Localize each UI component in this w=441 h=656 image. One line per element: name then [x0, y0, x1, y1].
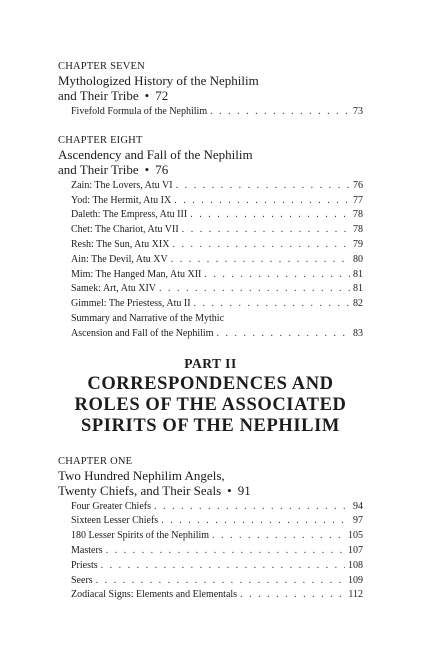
entry-list — [58, 105, 363, 120]
entry-label: Zain: The Lovers, Atu VI — [71, 179, 173, 191]
toc-entry[interactable] — [58, 105, 363, 120]
toc-entry[interactable] — [58, 297, 363, 312]
toc-entry[interactable] — [58, 253, 363, 268]
entry-page: 78 — [353, 224, 363, 236]
leader-dots — [194, 297, 350, 312]
leader-dots — [159, 282, 350, 297]
part-two-heading — [58, 356, 363, 437]
entry-page: 76 — [353, 179, 363, 191]
part-title-line2: ROLES OF THE ASSOCIATED — [74, 394, 347, 415]
leader-dots — [240, 588, 345, 603]
chapter-page: 91 — [237, 482, 251, 498]
entry-label: Yod: The Hermit, Atu IX — [71, 194, 172, 206]
toc-entry[interactable] — [58, 194, 363, 209]
entry-page: 97 — [353, 515, 363, 527]
entry-page: 82 — [353, 298, 363, 310]
chapter-title-line1: Ascendency and Fall of the Nephilim — [58, 146, 253, 162]
entry-label: Priests — [71, 559, 98, 571]
entry-label: 180 Lesser Spirits of the Nephilim — [71, 530, 210, 542]
toc-entry-summary[interactable] — [58, 327, 363, 342]
toc-entry[interactable] — [58, 574, 363, 589]
entry-label: Sixteen Lesser Chiefs — [71, 515, 159, 527]
part-title-line1: CORRESPONDENCES AND — [87, 373, 334, 394]
toc-entry[interactable] — [58, 208, 363, 223]
chapter-title-line2: and Their Tribe — [58, 88, 139, 103]
entry-page: 94 — [353, 500, 363, 512]
leader-dots — [154, 500, 350, 515]
chapter-title — [58, 147, 363, 177]
entry-label: Ascension and Fall of the Nephilim — [71, 327, 214, 339]
leader-dots — [171, 253, 350, 268]
bullet: • — [227, 482, 232, 498]
chapter-one — [58, 455, 363, 604]
toc-entry[interactable] — [58, 179, 363, 194]
leader-dots — [172, 238, 350, 253]
entry-label: Zodiacal Signs: Elements and Elementals — [71, 589, 238, 601]
leader-dots — [216, 327, 350, 342]
part-title — [58, 374, 363, 437]
toc-entry[interactable] — [58, 588, 363, 603]
chapter-title-line1: Mythologized History of the Nephilim — [58, 73, 259, 88]
leader-dots — [176, 179, 350, 194]
entry-label: Gimmel: The Priestess, Atu II — [71, 298, 191, 310]
chapter-label: CHAPTER EIGHT — [58, 134, 143, 146]
entry-label: Seers — [71, 574, 93, 586]
entry-label: Samek: Art, Atu XIV — [71, 283, 156, 295]
leader-dots — [210, 105, 350, 120]
entry-page: 77 — [353, 194, 363, 206]
chapter-page: 72 — [155, 88, 169, 103]
entry-page: 81 — [353, 283, 363, 295]
toc-entry[interactable] — [58, 238, 363, 253]
toc-entry[interactable] — [58, 544, 363, 559]
toc-entry[interactable] — [58, 282, 363, 297]
entry-label: Resh: The Sun, Atu XIX — [71, 238, 170, 250]
entry-page: 81 — [353, 268, 363, 280]
entry-page: 78 — [353, 209, 363, 221]
part-title-line3: SPIRITS OF THE NEPHILIM — [81, 415, 340, 436]
entry-list — [58, 179, 363, 342]
leader-dots — [96, 574, 345, 589]
leader-dots — [106, 544, 345, 559]
entry-label: Masters — [71, 544, 103, 556]
toc-entry[interactable] — [58, 268, 363, 283]
entry-page: 83 — [353, 327, 363, 339]
entry-page: 109 — [348, 574, 363, 586]
leader-dots — [212, 529, 345, 544]
leader-dots — [161, 514, 350, 529]
entry-page: 112 — [348, 589, 363, 601]
chapter-title — [58, 73, 363, 103]
entry-label: Fivefold Formula of the Nephilim — [71, 106, 208, 117]
leader-dots — [204, 268, 350, 283]
entry-label: Ain: The Devil, Atu XV — [71, 253, 168, 265]
chapter-title-line2: Twenty Chiefs, and Their Seals — [58, 482, 222, 498]
table-of-contents — [58, 60, 363, 617]
chapter-title-line2: and Their Tribe — [58, 161, 139, 177]
chapter-eight — [58, 134, 363, 342]
entry-page: 79 — [353, 238, 363, 250]
entry-list — [58, 500, 363, 604]
toc-entry-summary-line1[interactable]: Summary and Narrative of the Mythic — [71, 312, 225, 324]
toc-entry[interactable] — [58, 529, 363, 544]
toc-entry[interactable] — [58, 500, 363, 515]
toc-entry[interactable] — [58, 559, 363, 574]
chapter-label: CHAPTER ONE — [58, 455, 133, 467]
bullet: • — [144, 88, 150, 103]
entry-page: 107 — [348, 544, 363, 556]
leader-dots — [174, 194, 350, 209]
bullet: • — [144, 161, 150, 177]
chapter-title-line1: Two Hundred Nephilim Angels, — [58, 467, 225, 483]
part-label: PART II — [184, 355, 237, 371]
leader-dots — [101, 559, 345, 574]
toc-entry[interactable] — [58, 223, 363, 238]
entry-label: Daleth: The Empress, Atu III — [71, 209, 188, 221]
entry-page: 73 — [353, 106, 363, 117]
toc-entry[interactable] — [58, 514, 363, 529]
entry-label: Mim: The Hanged Man, Atu XII — [71, 268, 202, 280]
entry-label: Chet: The Chariot, Atu VII — [71, 224, 179, 236]
leader-dots — [190, 208, 350, 223]
chapter-label: CHAPTER SEVEN — [58, 61, 145, 72]
chapter-page: 76 — [155, 161, 169, 177]
entry-page: 105 — [348, 530, 363, 542]
chapter-seven — [58, 60, 363, 120]
leader-dots — [182, 223, 350, 238]
entry-label: Four Greater Chiefs — [71, 500, 151, 512]
entry-page: 108 — [348, 559, 363, 571]
entry-page: 80 — [353, 253, 363, 265]
chapter-title — [58, 468, 363, 498]
